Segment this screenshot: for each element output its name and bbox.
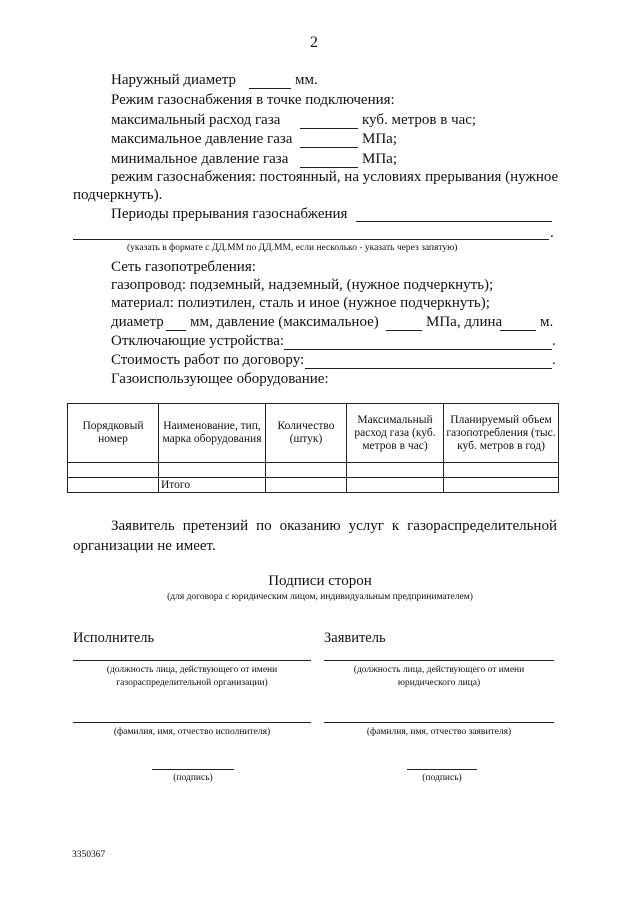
exec-sign-caption: (подпись) xyxy=(173,773,213,783)
shutoff-label: Отключающие устройства: xyxy=(111,333,285,349)
max-pressure-field xyxy=(300,147,358,148)
table-cell xyxy=(159,463,266,478)
cost-dot: . xyxy=(552,352,556,368)
col-number: Порядковый номер xyxy=(68,404,159,463)
table-row xyxy=(68,463,559,478)
cost-field xyxy=(305,368,552,369)
table-cell xyxy=(444,463,559,478)
appl-position-caption-2: юридического лица) xyxy=(397,678,481,688)
col-max-flow: Максимальный расход газа (куб. метров в час) xyxy=(347,404,444,463)
exec-sign-line xyxy=(152,769,234,770)
appl-position-caption: (должность лица, действующего от имени xyxy=(353,665,525,675)
mode-line-1: режим газоснабжения: постоянный, на условиях прерывания (нужное xyxy=(111,169,559,185)
min-pressure-label: минимальное давление газа xyxy=(111,151,289,167)
pressure-field xyxy=(386,330,422,331)
signatures-title: Подписи сторон xyxy=(268,573,372,589)
cost-label: Стоимость работ по договору: xyxy=(111,352,305,368)
max-flow-field xyxy=(300,128,358,129)
mode-line-2: подчеркнуть). xyxy=(73,187,163,203)
exec-position-caption: (должность лица, действующего от имени xyxy=(106,665,278,675)
table-cell xyxy=(347,478,444,493)
table-header-row xyxy=(68,404,559,463)
mpa-length-label: МПа, длина xyxy=(426,314,503,330)
table-total-row xyxy=(68,478,559,493)
interrupt-periods-field-2 xyxy=(73,239,549,240)
material-label: материал: полиэтилен, сталь и иное (нужное подчеркнуть); xyxy=(111,295,490,311)
outer-diameter-field xyxy=(249,88,291,89)
diameter-label: диаметр xyxy=(111,314,164,330)
applicant-label: Заявитель xyxy=(324,630,386,646)
network-label: Сеть газопотребления: xyxy=(111,259,256,275)
mm-pressure-label: мм, давление (максимальное) xyxy=(190,314,379,330)
table-cell xyxy=(68,478,159,493)
min-pressure-field xyxy=(300,167,358,168)
diameter-field xyxy=(166,330,186,331)
m-unit: м. xyxy=(540,314,554,330)
max-flow-unit: куб. метров в час; xyxy=(362,112,477,128)
total-label: Итого xyxy=(159,478,266,493)
shutoff-field xyxy=(284,349,552,350)
equipment-table xyxy=(67,403,559,493)
supply-mode-label: Режим газоснабжения в точке подключения: xyxy=(111,92,395,108)
shutoff-dot: . xyxy=(552,333,556,349)
appl-position-line xyxy=(324,660,554,661)
max-flow-label: максимальный расход газа xyxy=(111,112,281,128)
appl-name-caption: (фамилия, имя, отчество заявителя) xyxy=(366,727,512,737)
col-quantity: Количество (штук) xyxy=(266,404,347,463)
table-cell xyxy=(347,463,444,478)
appl-name-line xyxy=(324,722,554,723)
outer-diameter-unit: мм. xyxy=(295,72,318,88)
page-number: 2 xyxy=(310,34,318,51)
interrupt-dot: . xyxy=(550,225,554,241)
claims-line-2: организации не имеет. xyxy=(73,538,216,554)
appl-sign-caption: (подпись) xyxy=(422,773,462,783)
exec-name-caption: (фамилия, имя, отчество исполнителя) xyxy=(113,727,271,737)
executor-label: Исполнитель xyxy=(73,630,155,646)
min-pressure-unit: МПа; xyxy=(362,151,397,167)
table-cell xyxy=(266,463,347,478)
doc-code: 3350367 xyxy=(72,850,106,860)
table-cell xyxy=(444,478,559,493)
table-cell xyxy=(266,478,347,493)
equipment-label: Газоиспользующее оборудование: xyxy=(111,371,329,387)
outer-diameter-label: Наружный диаметр xyxy=(111,72,237,88)
max-pressure-label: максимальное давление газа xyxy=(111,131,293,147)
col-planned-volume: Планируемый объем газопотребления (тыс. куб. метров в год) xyxy=(444,404,559,463)
pipeline-label: газопровод: подземный, надземный, (нужное подчеркнуть); xyxy=(111,277,494,293)
claims-line-1: Заявитель претензий по оказанию услуг к газораспределительной xyxy=(111,518,557,534)
signatures-subtitle: (для договора с юридическим лицом, индивидуальным предпринимателем) xyxy=(167,592,473,602)
interrupt-periods-label: Периоды прерывания газоснабжения xyxy=(111,206,348,222)
table-cell xyxy=(68,463,159,478)
interrupt-periods-field xyxy=(356,221,552,222)
max-pressure-unit: МПа; xyxy=(362,131,397,147)
appl-sign-line xyxy=(407,769,477,770)
length-field xyxy=(500,330,536,331)
exec-position-line xyxy=(73,660,311,661)
exec-name-line xyxy=(73,722,311,723)
exec-position-caption-2: газораспределительной организации) xyxy=(116,678,268,688)
interrupt-hint: (указать в формате с ДД.ММ по ДД.ММ, если несколько - указать через запятую) xyxy=(127,243,458,253)
col-name: Наименование, тип, марка оборудования xyxy=(159,404,266,463)
